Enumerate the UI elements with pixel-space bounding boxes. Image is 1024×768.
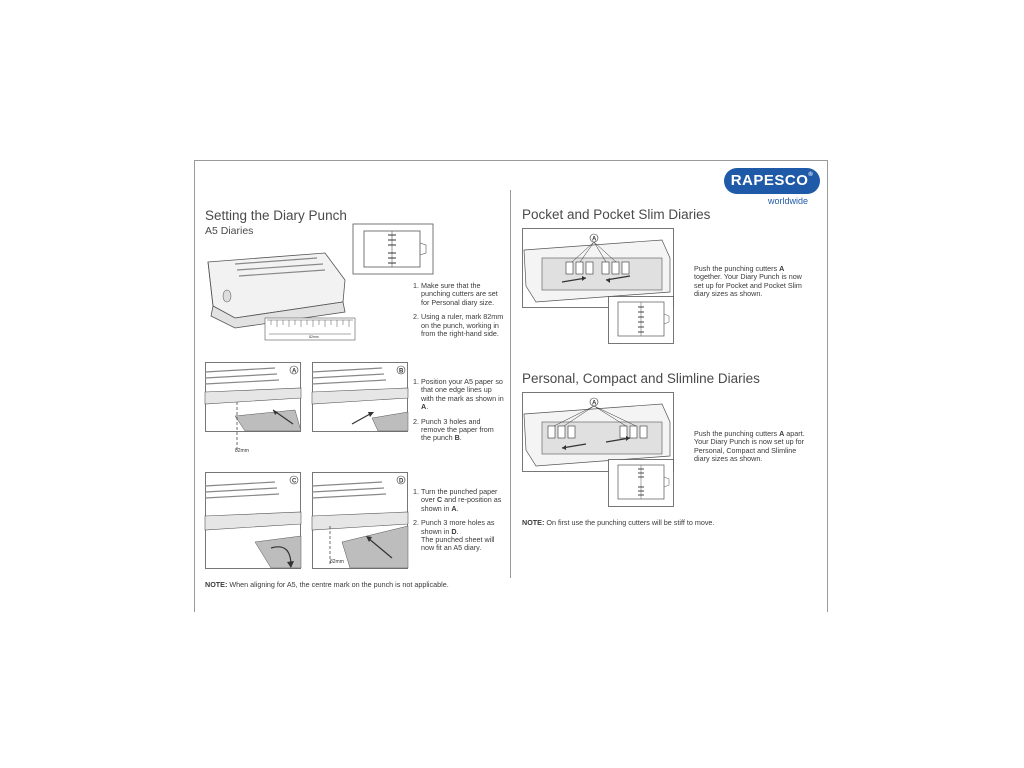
personal-callout-label: A bbox=[592, 400, 597, 407]
panel-a-illustration bbox=[205, 362, 301, 454]
diary-page-illustration bbox=[352, 223, 434, 275]
step-top-2: 2. Using a ruler, mark 82mm on the punch, working in from the right-hand side. bbox=[421, 313, 505, 338]
column-divider bbox=[510, 190, 511, 578]
steps-mid bbox=[410, 378, 505, 449]
rapesco-logo: RAPESCO® bbox=[724, 168, 820, 194]
right-title-personal: Personal, Compact and Slimline Diaries bbox=[522, 371, 760, 386]
personal-instructions: Push the punching cutters A apart. Your Diary Punch is now set up for Personal, Compact and Slimline diary sizes as shown. bbox=[694, 429, 805, 464]
panel-d-label: D bbox=[399, 478, 404, 485]
panel-d-illustration bbox=[312, 472, 408, 570]
left-note: NOTE: When aligning for A5, the centre mark on the punch is not applicable. bbox=[205, 580, 449, 589]
pocket-instructions: Push the punching cutters A together. Your Diary Punch is now set up for Pocket and Pocket Slim diary sizes as shown. bbox=[694, 264, 802, 299]
panel-b-illustration bbox=[312, 362, 408, 432]
panel-b-label: B bbox=[399, 368, 404, 375]
panel-d-measure: 82mm bbox=[330, 559, 344, 565]
ruler-label: 82mm bbox=[309, 335, 319, 339]
logo-tagline: worldwide bbox=[768, 196, 809, 206]
step-bot-1: 1. Turn the punched paper over C and re-position as shown in A. bbox=[421, 488, 505, 513]
panel-a-label: A bbox=[292, 368, 297, 375]
punch-illustration-main bbox=[205, 250, 355, 345]
pocket-diary-page-illustration bbox=[608, 296, 674, 344]
panel-c-label: C bbox=[292, 478, 297, 485]
right-title-pocket: Pocket and Pocket Slim Diaries bbox=[522, 207, 711, 222]
pocket-callout-label: A bbox=[592, 236, 597, 243]
step-mid-2: 2. Punch 3 holes and remove the paper from the punch B. bbox=[421, 418, 505, 443]
left-title: Setting the Diary Punch bbox=[205, 208, 347, 223]
steps-top bbox=[410, 282, 505, 344]
left-subtitle: A5 Diaries bbox=[205, 225, 254, 237]
step-top-1: 1. Make sure that the punching cutters are set for Personal diary size. bbox=[421, 282, 505, 307]
right-note: NOTE: On first use the punching cutters will be stiff to move. bbox=[522, 518, 715, 527]
step-mid-1: 1. Position your A5 paper so that one edge lines up with the mark as shown in A. bbox=[421, 378, 505, 412]
personal-diary-page-illustration bbox=[608, 459, 674, 507]
panel-a-measure: 82mm bbox=[235, 448, 249, 454]
steps-bottom bbox=[410, 488, 505, 559]
panel-c-illustration bbox=[205, 472, 301, 570]
step-bot-2: 2. Punch 3 more holes as shown in D. The punched sheet will now fit an A5 diary. bbox=[421, 519, 505, 553]
